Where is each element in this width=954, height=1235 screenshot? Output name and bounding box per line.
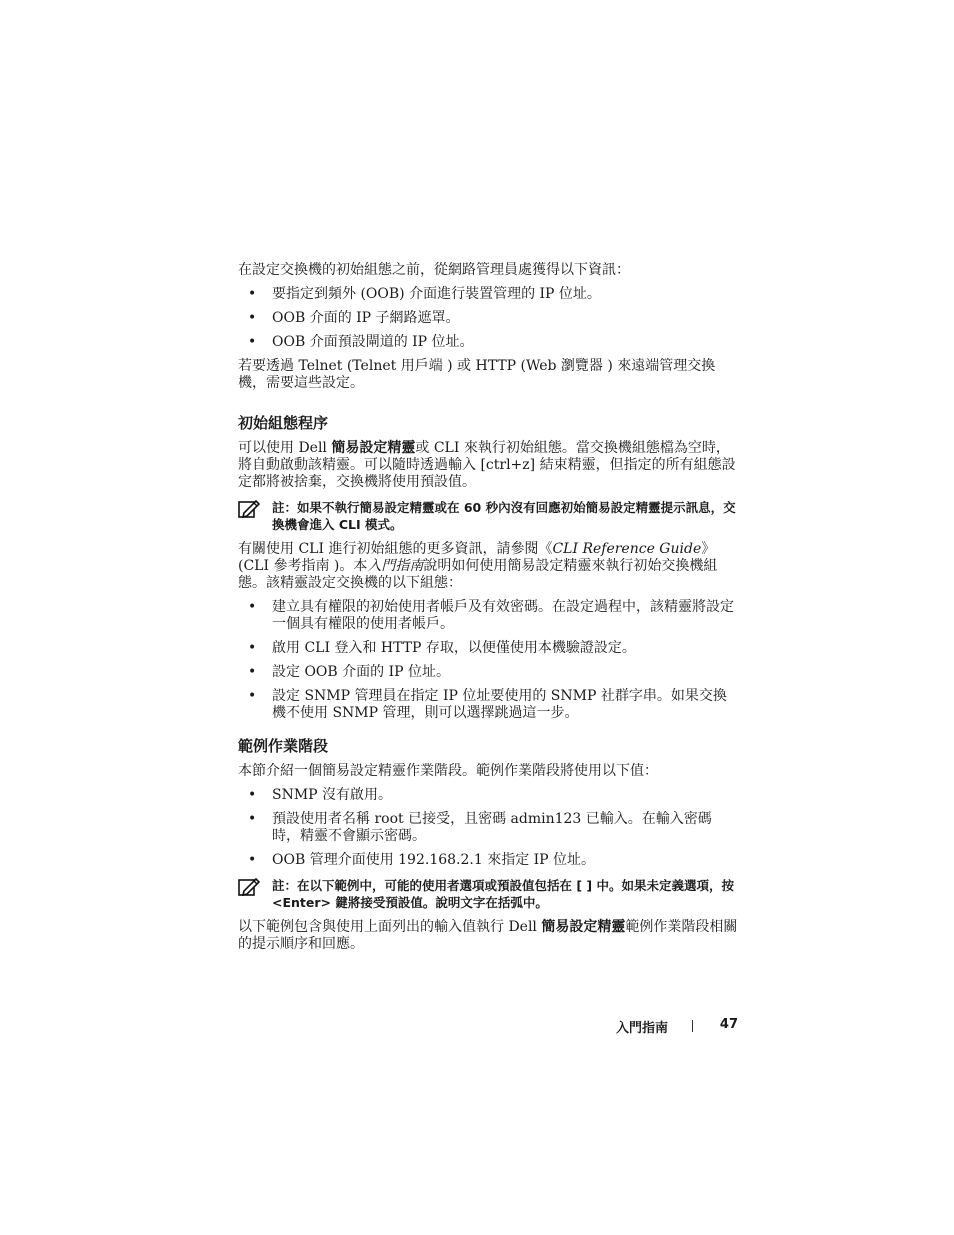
list-item: • 要指定到頻外 (OOB) 介面進行裝置管理的 IP 位址。	[248, 286, 601, 302]
pencil-note-icon	[238, 877, 260, 897]
section-heading-example-session: 範例作業階段	[238, 737, 329, 755]
list-item: • OOB 介面預設閘道的 IP 位址。	[248, 334, 474, 350]
bullet: •	[248, 688, 257, 704]
list-item: • 預設使用者名稱 root 已接受，且密碼 admin123 已輸入。在輸入密碼時，精靈不會顯示密碼。	[248, 811, 712, 844]
bullet: •	[248, 787, 257, 803]
list-item: • 設定 SNMP 管理員在指定 IP 位址要使用的 SNMP 社群字串。如果交換機不使用 SNMP 管理，則可以選擇跳過這一步。	[248, 688, 727, 721]
footer-title: 入門指南	[615, 1021, 668, 1036]
bullet: •	[248, 334, 257, 350]
list-item: • OOB 介面的 IP 子網路遮罩。	[248, 310, 460, 326]
page-footer	[605, 1017, 738, 1037]
note-text: 註：在以下範例中，可能的使用者選項或預設值包括在 [ ] 中。如果未定義選項，按 <Enter> 鍵將接受預設值。說明文字在括弧中。	[272, 878, 734, 910]
list-item: • 建立具有權限的初始使用者帳戶及有效密碼。在設定過程中，該精靈將設定一個具有權限的使用者帳戶。	[248, 599, 734, 632]
bullet: •	[248, 310, 257, 326]
page-number: 47	[719, 1017, 738, 1032]
example-values-list	[238, 787, 738, 869]
note-text: 註：如果不執行簡易設定精靈或在 60 秒內沒有回應初始簡易設定精靈提示訊息，交換機會進入 CLI 模式。	[272, 500, 736, 532]
bullet: •	[248, 286, 257, 302]
bullet: •	[248, 664, 257, 680]
footer-divider	[692, 1020, 693, 1032]
bullet: •	[248, 852, 257, 868]
example-prompts-text: 以下範例包含與使用上面列出的輸入值執行 Dell 簡易設定精靈範例作業階段相關的提示順序和回應。	[238, 919, 738, 952]
pencil-note-icon	[238, 499, 260, 519]
bullet: •	[248, 599, 257, 615]
cli-reference-text: 有關使用 CLI 進行初始組態的更多資訊，請參閱《CLI Reference Guide》(CLI 參考指南 )。本入門指南說明如何使用簡易設定精靈來執行初始交換機組態。該精靈設定交換機的以下組態：	[238, 541, 718, 591]
initial-config-text: 可以使用 Dell 簡易設定精靈或 CLI 來執行初始組態。當交換機組態檔為空時，將自動啟動該精靈。可以隨時透過輸入 [ctrl+z] 結束精靈，但指定的所有組態設定都將被捨棄，交換機將使用預設值。	[238, 440, 736, 490]
list-item: • 設定 OOB 介面的 IP 位址。	[248, 664, 450, 680]
list-item: • 啟用 CLI 登入和 HTTP 存取，以便僅使用本機驗證設定。	[248, 640, 636, 656]
bullet: •	[248, 640, 257, 656]
remote-management-text: 若要透過 Telnet (Telnet 用戶端 ) 或 HTTP (Web 瀏覽器 ) 來遠端管理交換機，需要這些設定。	[238, 358, 716, 391]
info-list	[238, 286, 738, 351]
section-heading-initial-config: 初始組態程序	[238, 414, 329, 432]
intro-text: 在設定交換機的初始組態之前，從網路管理員處獲得以下資訊：	[238, 262, 630, 278]
list-item: • SNMP 沒有啟用。	[248, 787, 393, 803]
note-block	[238, 499, 738, 533]
list-item: • OOB 管理介面使用 192.168.2.1 來指定 IP 位址。	[248, 852, 596, 868]
note-block	[238, 877, 738, 911]
page-content	[238, 262, 738, 953]
example-session-text: 本節介紹一個簡易設定精靈作業階段。範例作業階段將使用以下值：	[238, 763, 658, 779]
wizard-config-list	[238, 599, 738, 722]
bullet: •	[248, 811, 257, 827]
